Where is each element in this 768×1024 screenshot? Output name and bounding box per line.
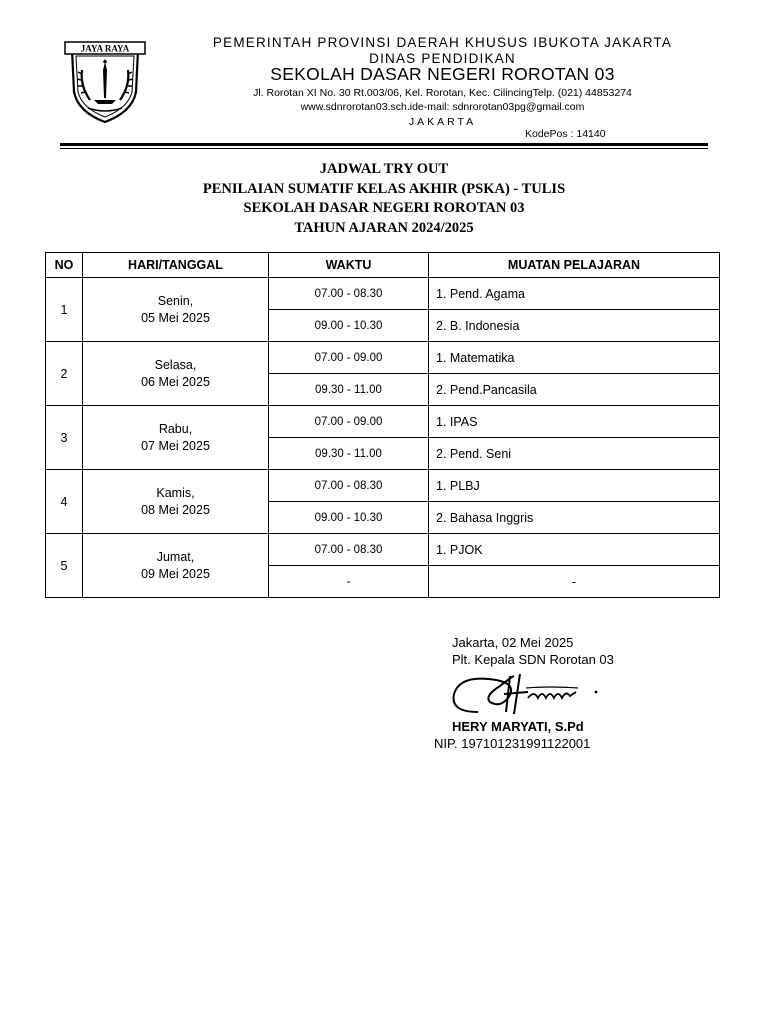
day-date-cell — [83, 342, 269, 406]
letterhead-rule-thick — [60, 143, 708, 146]
time-cell: 09.00 - 10.30 — [269, 310, 429, 342]
schedule-table — [45, 252, 720, 598]
row-number: 3 — [46, 406, 83, 470]
logo-lettering: JAYA RAYA — [80, 43, 130, 54]
day: Jumat, — [156, 549, 195, 564]
header-hari-tanggal: HARI/TANGGAL — [83, 253, 269, 278]
subject-cell: 2. Pend. Seni — [429, 438, 720, 470]
row-number: 1 — [46, 278, 83, 342]
day-date-cell — [83, 278, 269, 342]
day: Rabu, — [158, 421, 193, 436]
time-cell: - — [269, 566, 429, 598]
title-line-4: TAHUN AJARAN 2024/2025 — [294, 219, 474, 236]
subject-cell: 1. IPAS — [429, 406, 720, 438]
subject-cell: 1. Pend. Agama — [429, 278, 720, 310]
subject-cell: 1. PJOK — [429, 534, 720, 566]
subject-cell: 1. Matematika — [429, 342, 720, 374]
table-header-row — [46, 253, 720, 278]
signatory-nip: NIP. 197101231991122001 — [434, 736, 591, 751]
signature-position: Plt. Kepala SDN Rorotan 03 — [452, 652, 614, 667]
document-titles — [0, 160, 768, 238]
date: 07 Mei 2025 — [141, 438, 210, 453]
postal-code: KodePos : 14140 — [525, 128, 606, 140]
jaya-raya-logo — [60, 40, 150, 125]
day: Senin, — [157, 293, 194, 308]
table-row — [46, 470, 720, 502]
table-row — [46, 278, 720, 310]
date: 05 Mei 2025 — [141, 310, 210, 325]
date: 06 Mei 2025 — [141, 374, 210, 389]
header-muatan-pelajaran: MUATAN PELAJARAN — [429, 253, 720, 278]
table-row — [46, 406, 720, 438]
date: 09 Mei 2025 — [141, 566, 210, 581]
table-row — [46, 534, 720, 566]
school-name: SEKOLAH DASAR NEGERI ROROTAN 03 — [270, 64, 615, 84]
day-date-cell — [83, 534, 269, 598]
school-address: Jl. Rorotan XI No. 30 Rt.003/06, Kel. Rorotan, Kec. CilincingTelp. (021) 44853274 — [253, 86, 632, 99]
date: 08 Mei 2025 — [141, 502, 210, 517]
school-web-email: www.sdnrorotan03.sch.ide-mail: sdnrorotan03pg@gmail.com — [300, 101, 585, 113]
title-line-2: PENILAIAN SUMATIF KELAS AKHIR (PSKA) - TULIS — [202, 180, 566, 197]
subject-cell: - — [429, 566, 720, 598]
time-cell: 07.00 - 08.30 — [269, 278, 429, 310]
signature-block — [452, 634, 614, 668]
title-line-1: JADWAL TRY OUT — [319, 161, 449, 177]
title-line-3: SEKOLAH DASAR NEGERI ROROTAN 03 — [243, 200, 525, 216]
day-date-cell — [83, 470, 269, 534]
day: Kamis, — [156, 485, 195, 500]
signatory-name: HERY MARYATI, S.Pd — [452, 719, 584, 734]
row-number: 5 — [46, 534, 83, 598]
header-no: NO — [46, 253, 83, 278]
header-waktu: WAKTU — [269, 253, 429, 278]
government-line: PEMERINTAH PROVINSI DAERAH KHUSUS IBUKOTA JAKARTA — [212, 35, 673, 50]
letterhead — [150, 36, 735, 127]
table-row — [46, 342, 720, 374]
time-cell: 07.00 - 08.30 — [269, 534, 429, 566]
time-cell: 09.30 - 11.00 — [269, 374, 429, 406]
time-cell: 07.00 - 09.00 — [269, 406, 429, 438]
row-number: 4 — [46, 470, 83, 534]
subject-cell: 2. Bahasa Inggris — [429, 502, 720, 534]
time-cell: 09.30 - 11.00 — [269, 438, 429, 470]
row-number: 2 — [46, 342, 83, 406]
day: Selasa, — [154, 357, 197, 372]
subject-cell: 1. PLBJ — [429, 470, 720, 502]
signature-place-date: Jakarta, 02 Mei 2025 — [452, 635, 574, 650]
day-date-cell — [83, 406, 269, 470]
time-cell: 09.00 - 10.30 — [269, 502, 429, 534]
subject-cell: 2. Pend.Pancasila — [429, 374, 720, 406]
letterhead-rule-thin — [60, 148, 708, 149]
handwritten-signature — [448, 668, 613, 723]
subject-cell: 2. B. Indonesia — [429, 310, 720, 342]
time-cell: 07.00 - 09.00 — [269, 342, 429, 374]
time-cell: 07.00 - 08.30 — [269, 470, 429, 502]
school-city: JAKARTA — [408, 115, 477, 128]
department-line: DINAS PENDIDIKAN — [369, 50, 516, 66]
